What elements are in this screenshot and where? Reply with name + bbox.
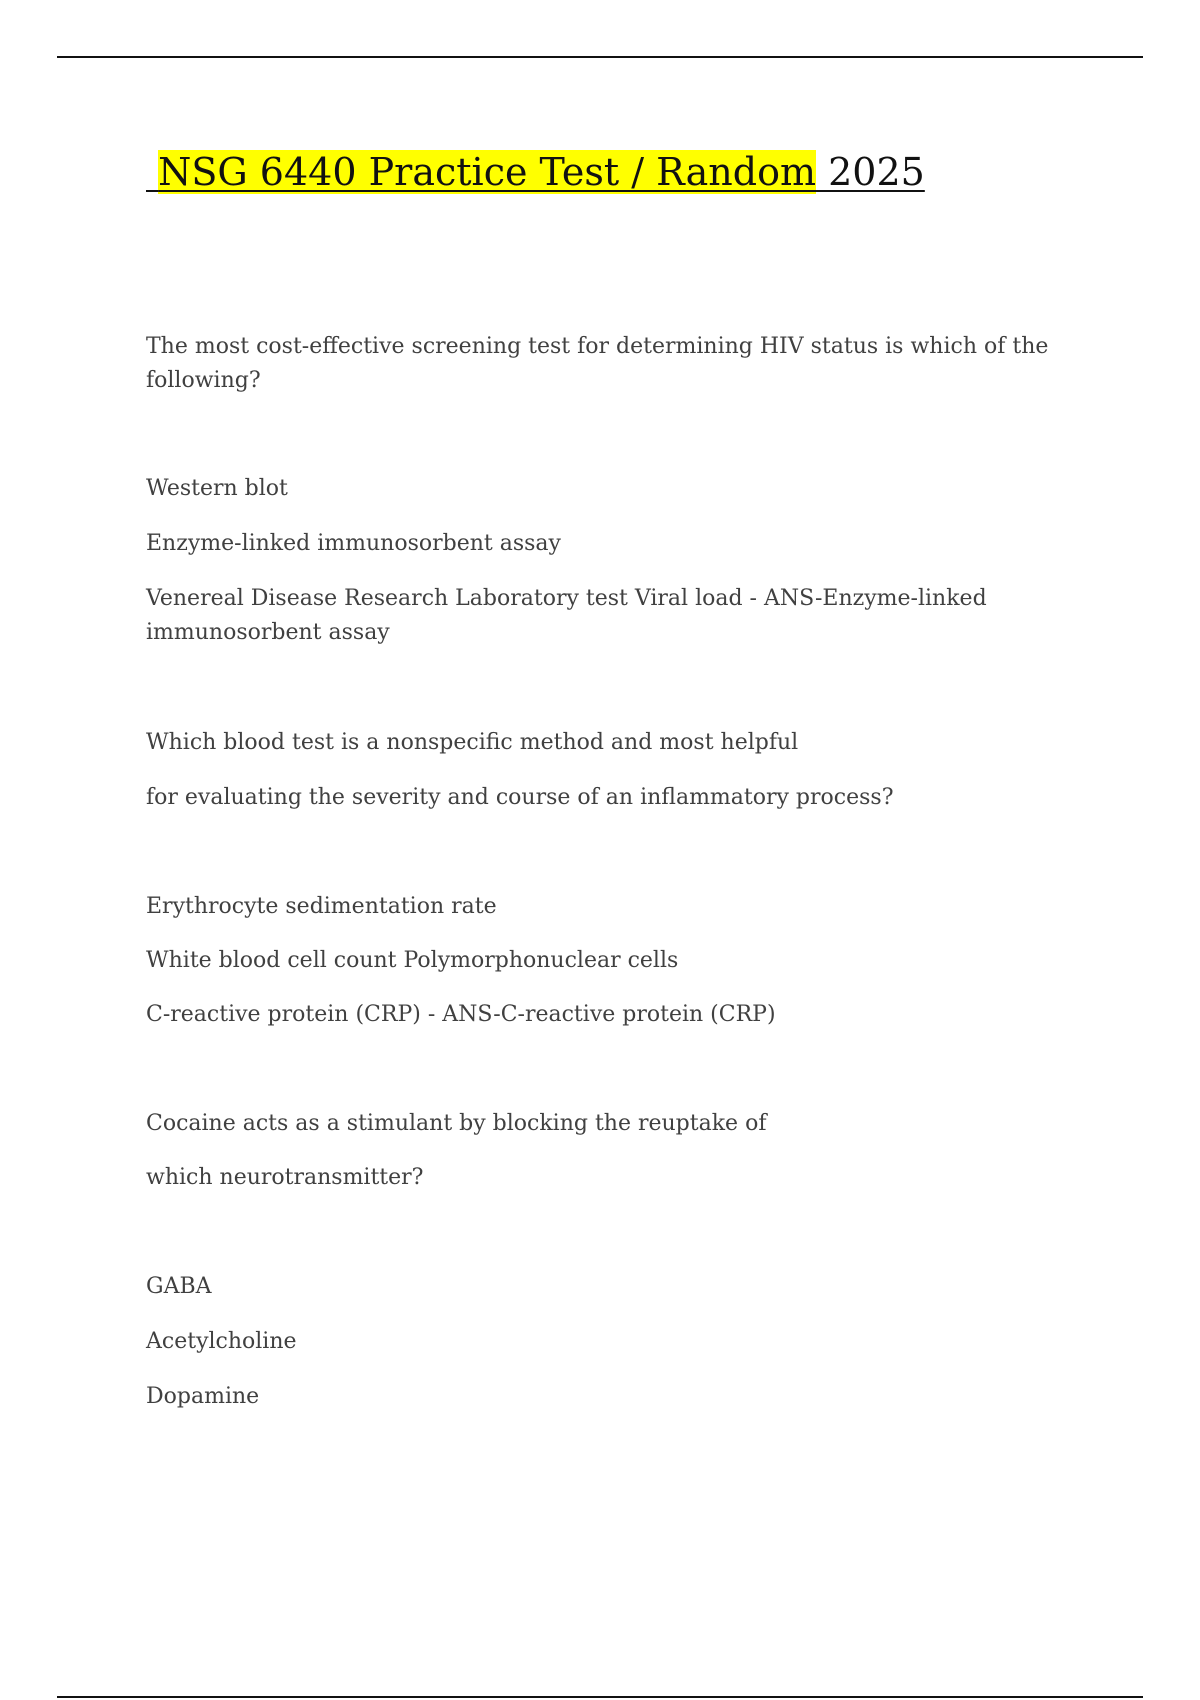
question-1-option-2: Enzyme-linked immunosorbent assay <box>146 531 561 556</box>
question-2-prompt-line-2: for evaluating the severity and course of an inflammatory process? <box>146 785 894 810</box>
title-year: 2025 <box>816 150 925 194</box>
question-2-prompt-line-1: Which blood test is a nonspecific method and most helpful <box>146 730 799 755</box>
question-1-option-3: Venereal Disease Research Laboratory test Viral load - ANS-Enzyme-linked immunosorbent assay <box>146 586 987 645</box>
title-lead <box>146 150 158 194</box>
question-3-option-1: GABA <box>146 1274 212 1299</box>
question-2-option-2: White blood cell count Polymorphonuclear cells <box>146 948 679 973</box>
question-2-option-1: Erythrocyte sedimentation rate <box>146 894 497 919</box>
question-3-prompt-line-1: Cocaine acts as a stimulant by blocking the reuptake of <box>146 1111 767 1136</box>
document-title <box>146 148 925 196</box>
title-highlighted: NSG 6440 Practice Test / Random <box>158 150 817 194</box>
question-3-option-3: Dopamine <box>146 1384 260 1409</box>
question-1-option-1: Western blot <box>146 476 288 501</box>
question-2-option-3: C-reactive protein (CRP) - ANS-C-reactive protein (CRP) <box>146 1002 776 1027</box>
question-3-option-2: Acetylcholine <box>146 1329 297 1354</box>
question-1-prompt: The most cost-effective screening test for determining HIV status is which of the following? <box>146 334 1049 393</box>
top-rule <box>57 56 1143 58</box>
bottom-rule <box>57 1696 1143 1698</box>
question-3-prompt-line-2: which neurotransmitter? <box>146 1165 424 1190</box>
